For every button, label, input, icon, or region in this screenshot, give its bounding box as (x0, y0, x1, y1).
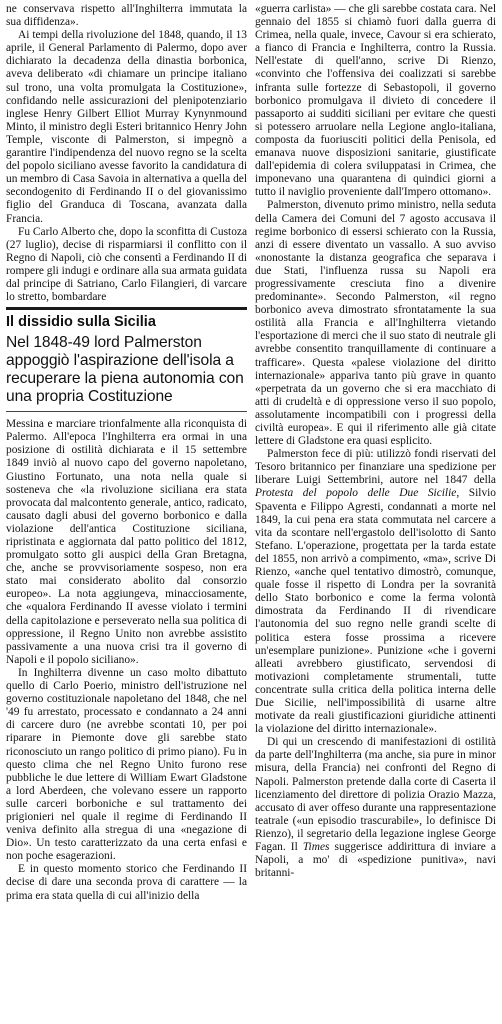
paragraph (255, 448, 496, 736)
book-title: Protesta del popolo delle Due Sicilie (255, 487, 457, 500)
text-run: Di qui un crescendo di manifestazioni di ostilità da parte dell'Inghilterra (ma anche, sia pure in minor misura, della Francia) nei confronti del Regno di Napoli. Palmerston pretende dalla corte di Caserta il licenziamento del direttore di polizia Orazio Mazza, accusato di aver offeso durante una rappresentazione teatrale («un episodio trascurabile», lo definisce Di Rienzo), il segretario della legazione inglese George Fagan. Il (255, 736, 496, 853)
divider (6, 411, 247, 412)
paragraph: Messina e marciare trionfalmente alla riconquista di Palermo. All'epoca l'Inghilterra era ormai in una posizione di ostilità dichiarata e il 15 settembre 1849 inviò al nuovo capo del governo napoletano, Giustino Fortunato, una nota nella quale si sosteneva che «la rivoluzione siciliana era stata provocata dal malcontento generale, antico, radicato, causato dagli abusi del governo borbonico e dalla violazione dell'antica Costituzione siciliana, ripristinata e aggiornata dal patto politico del 1812, promulgato sotto gli auspici della Gran Bretagna, che, anche se provvisoriamente sospeso, non era stato mai considerato abolito dal consorzio europeo». La nota aggiungeva, minacciosamente, che «qualora Ferdinando II avesse violato i termini della capitolazione e perseverato nella sua politica di oppressione, il Regno Unito non avrebbe assistito passivamente a una nuova crisi tra il governo di Napoli e il popolo siciliano». (6, 418, 247, 666)
paragraph: ne conservava rispetto all'Inghilterra immutata la sua diffidenza». (6, 3, 247, 29)
paragraph: Palmerston, divenuto primo ministro, nella seduta della Camera dei Comuni del 7 agosto accusava il regime borbonico di essersi schierato con la Russia, anzi di essere diventato un vassallo. A suo avviso «nonostante la distanza geografica che separava i due Stati, l'influenza russa su Napoli era progressivamente cresciuta fino a divenire predominante». Secondo Palmerston, «il regno borbonico aveva dimostrato sfrontatamente la sua ostilità alla Francia e all'Inghilterra vietando l'esportazione di merci che il suo stato di neutrale gli avrebbe consentito tranquillamente di continuare a trafficare». Questa «palese violazione del diritto internazionale» appariva tanto più grave in quanto «perpetrata da un governo che si era macchiato di atti di crudeltà e di oppressione verso il suo popolo, assolutamente incompatibili con i progressi della civiltà europea». E qui il riferimento alle già citate lettere di Gladstone era quasi esplicito. (255, 199, 496, 448)
text-run: , Silvio Spaventa e Filippo Agresti, condannati a morte nel 1849, la cui pena era stata commutata nel carcere a vita da scontare nell'ergastolo dell'isolotto di Santo Stefano. L'operazione, progettata per la tarda estate del 1855, non arrivò a compimento, «ma», scrive Di Rienzo, «anche quel tentativo dimostrò, comunque, quale fosse il rispetto di Londra per la sovranità dello Stato borbonico e come la ferma volontà dimostrata da Ferdinando II di rivendicare l'autonomia del suo regno nelle grandi scelte di politica estera fosse prossima a ricevere un'esemplare punizione». Punizione «che i governi alleati avrebbero giustificato, servendosi di motivazioni completamente strumentali, tutte concentrate sulla critica della politica interna delle Due Sicilie, nell'impossibilità di usarne altre motivate da reali giustificazioni giuridiche attinenti la violazione del diritto internazionale». (255, 487, 496, 736)
left-column (6, 3, 247, 1024)
section-header (6, 307, 247, 412)
paragraph: In Inghilterra divenne un caso molto dibattuto quello di Carlo Poerio, ministro dell'istruzione nel governo costituzionale napoletano del 1848, che nel '49 fu arrestato, processato e condannato a 24 anni di carcere duro (ne avrebbe scontati 10, per poi riparare in Piemonte dove gli sarebbe stato riconosciuto un rango politico di primo piano). Fu in questo clima che nel Regno Unito furono rese pubbliche le due lettere di William Ewart Gladstone a lord Aberdeen, che volevano essere un rapporto sulle carceri borboniche e sul trattamento dei prigionieri nel quale il regime di Ferdinando II veniva definito alla stregua di una «negazione di Dio». Un testo caratterizzato da una certa enfasi e non poche esagerazioni. (6, 666, 247, 863)
section-title: Il dissidio sulla Sicilia (6, 314, 156, 331)
paragraph: Fu Carlo Alberto che, dopo la sconfitta di Custoza (27 luglio), decise di risparmiarsi il conflitto con il Regno di Napoli, ciò che consentì a Ferdinando II di rompere gli indugi e ordinare alla sua armata guidata dal principe di Satriano, Carlo Filangieri, di varcare lo stretto, bombardare (6, 225, 247, 304)
paragraph (255, 736, 496, 880)
section-deck: Nel 1848-49 lord Palmerston appoggiò l'aspirazione dell'isola a recuperare la piena autonomia con una propria Costituzione (6, 334, 244, 406)
paragraph: E in questo momento storico che Ferdinando II decise di dare una seconda prova di carattere — la prima era stata quella di cui all'inizio della (6, 863, 247, 902)
newspaper-title: Times (302, 841, 330, 853)
text-run: suggerisce addirittura di inviare a Napoli, a mo' di «spedizione punitiva», navi britanni- (255, 841, 496, 880)
paragraph: Ai tempi della rivoluzione del 1848, quando, il 13 aprile, il General Parlamento di Palermo, dopo aver dichiarato la decadenza della dinastia borbonica, aveva deliberato «di chiamare un principe italiano sul trono, una volta promulgata la Costituzione», confidando nelle assicurazioni del plenipotenziario inglese Henry Gilbert Elliot Murray Kynynmound Minto, il ministro degli Esteri britannico Henry John Temple, visconte di Palmerston, si impegnò a garantire l'indipendenza del nuovo regno se la scelta del popolo siciliano avesse favorito la candidatura di un membro di Casa Savoia in alternativa a quella del secondogenito di Ferdinando II o del giovanissimo figlio del Granduca di Toscana, avanzata dalla Francia. (6, 29, 247, 225)
right-column (255, 3, 496, 1024)
text-run: Palmerston fece di più: utilizzò fondi riservati del Tesoro britannico per finanziare una spedizione per liberare Luigi Settembrini, autore nel 1847 della (255, 448, 496, 487)
paragraph: «guerra carlista» — che gli sarebbe costata cara. Nel gennaio del 1855 si chiamò fuori dalla guerra di Crimea, nella quale, invece, Cavour si era schierato, a fianco di Francia e Inghilterra, contro la Russia. Nell'estate di quell'anno, scrive Di Rienzo, «convinto che l'offensiva dei coalizzati si sarebbe infranta sulle fortezze di Sebastopoli, il governo borbonico promulgava il divieto di concedere il passaporto ai sudditi siciliani per evitare che questi si potessero arruolare nella Legione anglo-italiana, composta da fuoriusciti politici della Penisola, ed emanava nuove disposizioni sanitarie, giustificate dall'epidemia di colera sviluppatasi in Crimea, che imponevano una quarantena di quindici giorni a tutto il naviglio proveniente dall'Impero ottomano». (255, 3, 496, 199)
